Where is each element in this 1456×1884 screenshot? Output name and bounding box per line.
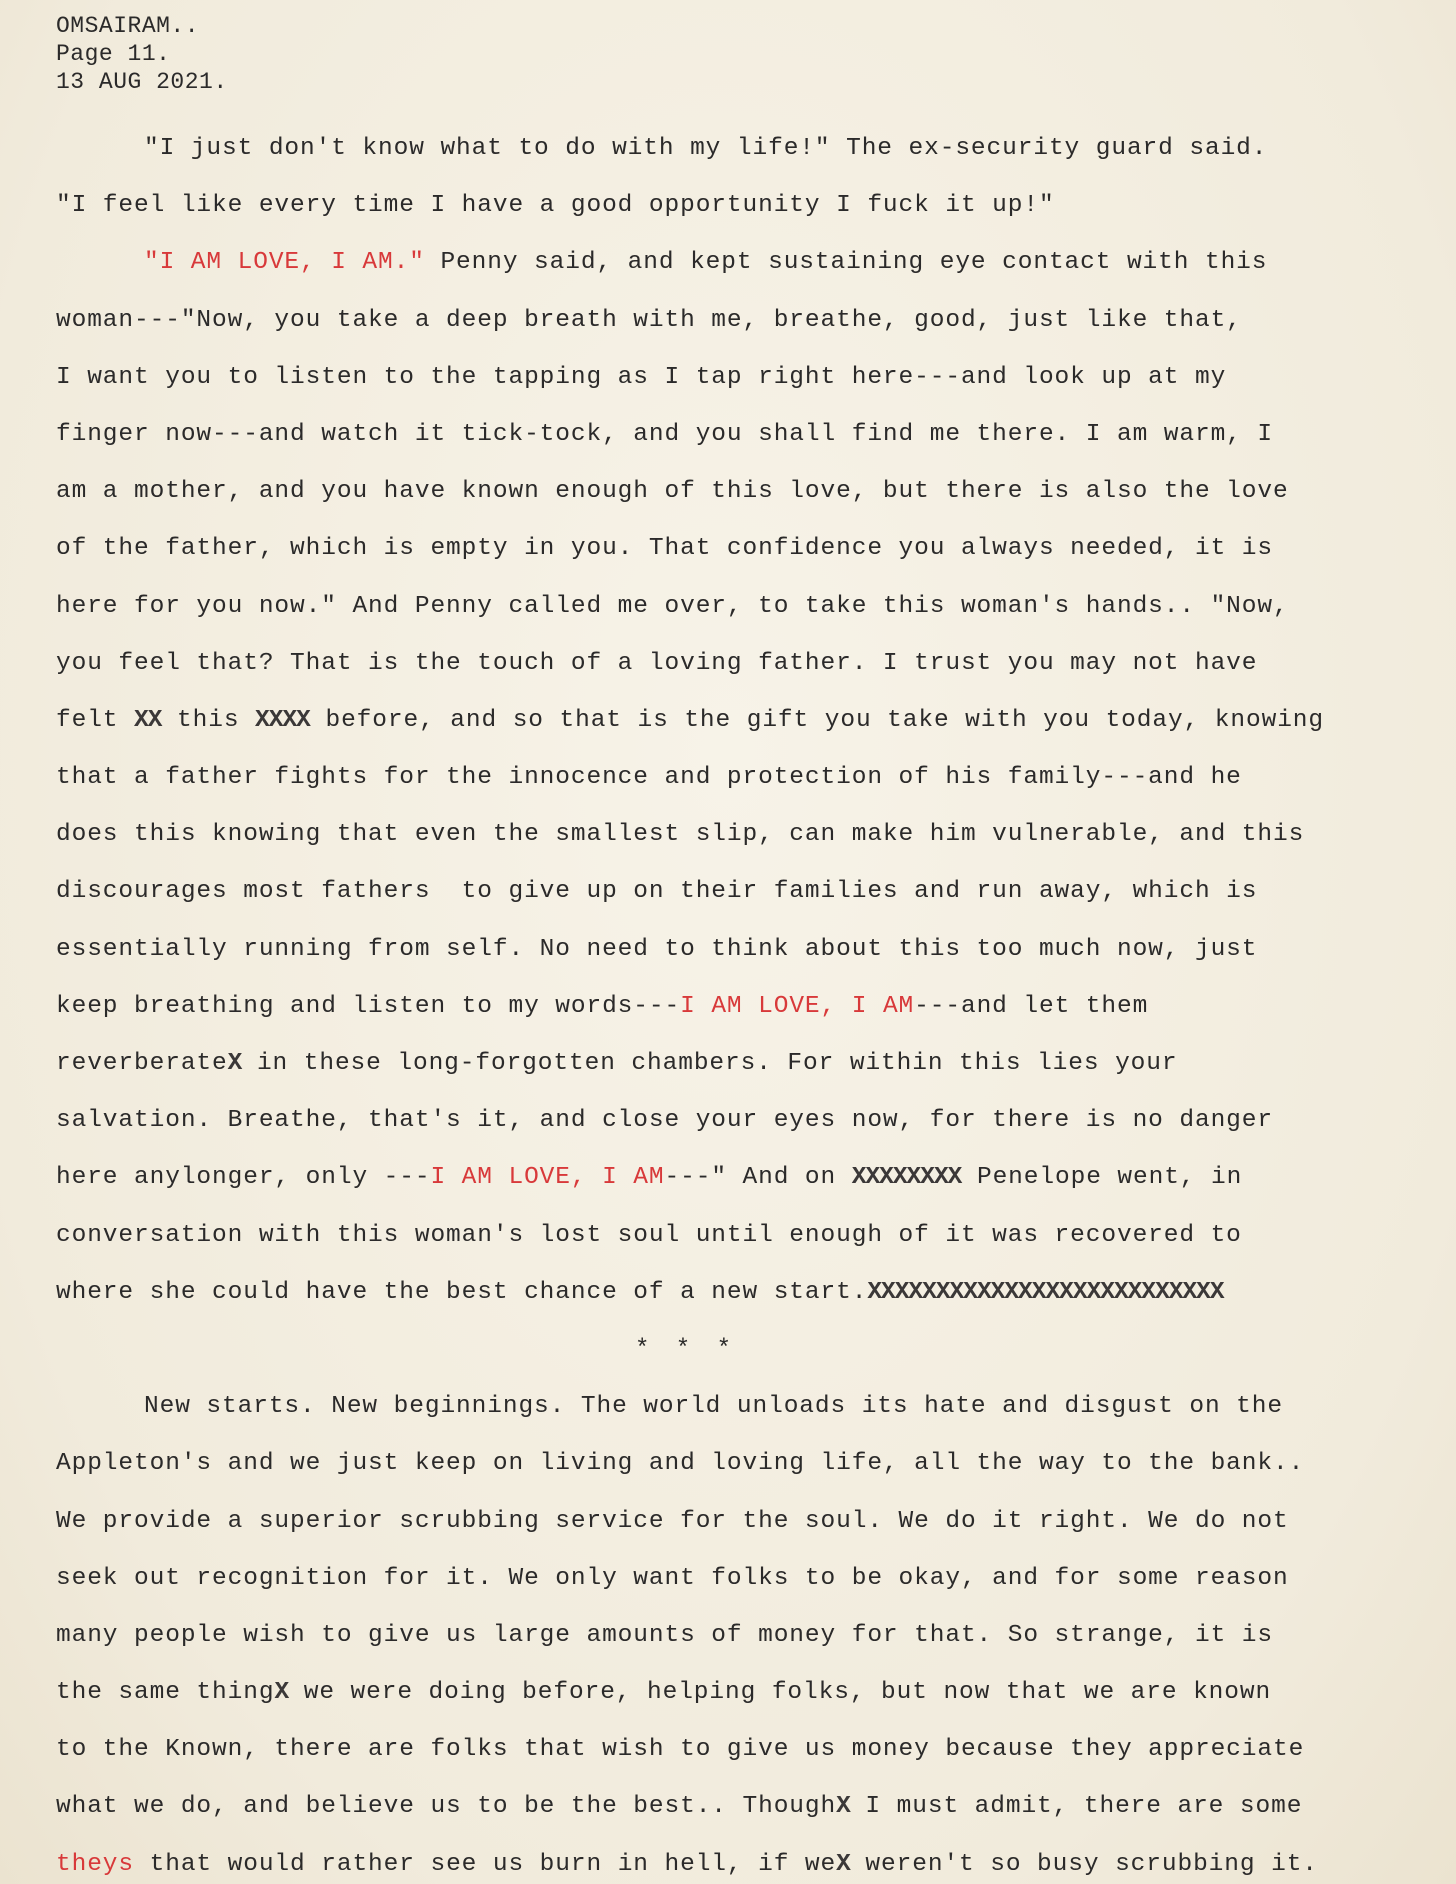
- text-line: that a father fights for the innocence and protection of his family---and he: [56, 764, 1242, 792]
- text-line: does this knowing that even the smallest slip, can make him vulnerable, and this: [56, 821, 1305, 849]
- text-line: Appleton's and we just keep on living and loving life, all the way to the bank..: [56, 1450, 1305, 1478]
- strikeout-x: XXXXXXXXXXXXXXXXXXXXXXXXXX: [867, 1278, 1224, 1306]
- text-segment: reverberate: [56, 1050, 228, 1077]
- text-segment: ---and let them: [914, 992, 1149, 1020]
- text-line: "I just don't know what to do with my life!" The ex-security guard said.: [144, 135, 1268, 162]
- text-line: discourages most fathers to give up on their families and run away, which is: [56, 878, 1258, 906]
- text-line: [56, 1836, 1451, 1884]
- text-segment: ---" And on: [664, 1164, 852, 1192]
- text-segment: what we do, and believe us to be the best.. Though: [56, 1793, 837, 1821]
- text-line: conversation with this woman's lost soul until enough of it was recovered to: [56, 1221, 1242, 1249]
- text-line: finger now---and watch it tick-tock, and you shall find me there. I am warm, I: [56, 420, 1273, 448]
- body-text: [56, 120, 1451, 1884]
- text-line: am a mother, and you have known enough of this love, but there is also the love: [56, 478, 1289, 506]
- text-segment: keep breathing and listen to my words---: [56, 992, 681, 1020]
- text-line: many people wish to give us large amounts of money for that. So strange, it is: [56, 1621, 1273, 1649]
- text-line: [56, 1264, 1451, 1321]
- strikeout-x: XXXXXXXX: [851, 1164, 962, 1192]
- text-segment: I must admit, there are some: [849, 1793, 1303, 1821]
- text-segment: this: [161, 706, 256, 734]
- text-line: [56, 1149, 1451, 1206]
- text-line: here for you now." And Penny called me over, to take this woman's hands.. "Now,: [56, 592, 1289, 620]
- section-separator: * * *: [634, 1335, 737, 1363]
- header-om-sairam: OMSAIRAM..: [56, 13, 200, 39]
- text-segment: we were doing before, helping folks, but now that we are known: [288, 1679, 1272, 1707]
- text-line: to the Known, there are folks that wish to give us money because they appreciate: [56, 1736, 1305, 1764]
- text-segment: before, and so that is the gift you take with you today, knowing: [309, 706, 1325, 734]
- text-segment: felt: [56, 706, 135, 734]
- text-segment: Penny said, and kept sustaining eye contact with this: [424, 249, 1268, 277]
- red-affirmation: "I AM LOVE, I AM.": [144, 249, 425, 277]
- red-word: theys: [56, 1850, 135, 1878]
- text-line: [56, 234, 1451, 291]
- strikeout-x: X: [227, 1050, 242, 1077]
- text-segment: here anylonger, only ---: [56, 1164, 431, 1192]
- header-page-number: Page 11.: [56, 41, 171, 67]
- page-header: [56, 12, 228, 96]
- text-line: essentially running from self. No need to think about this too much now, just: [56, 935, 1258, 963]
- text-line: [56, 978, 1451, 1035]
- text-segment: that would rather see us burn in hell, if we: [134, 1850, 837, 1878]
- text-segment: weren't so busy scrubbing it.: [849, 1850, 1318, 1878]
- text-line: New starts. New beginnings. The world unloads its hate and disgust on the: [144, 1393, 1283, 1421]
- text-line: "I feel like every time I have a good opportunity I fuck it up!": [56, 192, 1055, 220]
- text-line: woman---"Now, you take a deep breath with me, breathe, good, just like that,: [56, 306, 1242, 334]
- strikeout-x: X: [836, 1793, 850, 1821]
- text-segment: the same thing: [56, 1679, 275, 1707]
- header-date: 13 AUG 2021.: [56, 69, 228, 95]
- strikeout-x: X: [836, 1850, 850, 1878]
- text-line: [56, 1035, 1451, 1092]
- text-line: salvation. Breathe, that's it, and close your eyes now, for there is no danger: [56, 1107, 1273, 1135]
- text-segment: in these long-forgotten chambers. For within this lies your: [241, 1050, 1178, 1077]
- red-affirmation: I AM LOVE, I AM: [680, 992, 915, 1020]
- red-affirmation: I AM LOVE, I AM: [430, 1164, 665, 1192]
- strikeout-x: XX: [134, 706, 162, 734]
- text-line: [56, 692, 1451, 749]
- text-line: [56, 1664, 1451, 1721]
- text-line: you feel that? That is the touch of a loving father. I trust you may not have: [56, 649, 1258, 677]
- strikeout-x: XXXX: [255, 706, 310, 734]
- text-segment: where she could have the best chance of a new start.: [56, 1278, 868, 1306]
- text-segment: Penelope went, in: [961, 1164, 1243, 1192]
- text-line: We provide a superior scrubbing service for the soul. We do it right. We do not: [56, 1507, 1289, 1535]
- text-line: seek out recognition for it. We only want folks to be okay, and for some reason: [56, 1564, 1289, 1592]
- text-line: of the father, which is empty in you. That confidence you always needed, it is: [56, 535, 1273, 563]
- strikeout-x: X: [274, 1679, 289, 1707]
- text-line: [56, 1778, 1451, 1835]
- text-line: I want you to listen to the tapping as I tap right here---and look up at my: [56, 363, 1227, 391]
